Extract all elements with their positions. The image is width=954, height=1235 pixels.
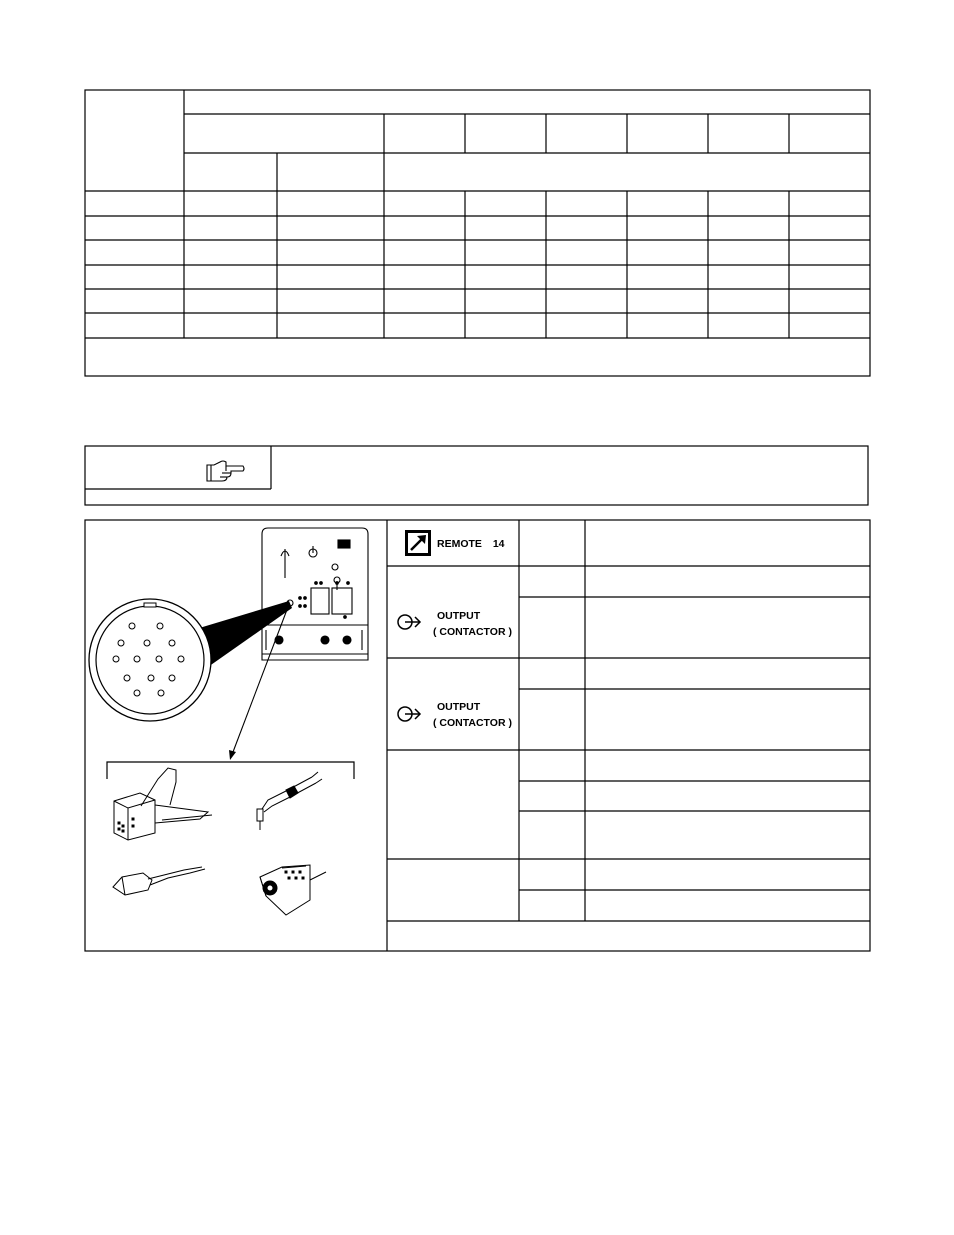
receptacle-table-grid [85, 520, 870, 951]
torch-switch-illustration [257, 772, 322, 830]
accessory-bracket [107, 762, 354, 779]
remote-control-box-illustration [114, 768, 212, 840]
output-circle-arrow-icon [398, 615, 420, 629]
foot-pedal-illustration [113, 867, 205, 895]
output-contactor-sub-label-2: ( CONTACTOR ) [433, 717, 512, 729]
remote-arrow-icon [405, 530, 431, 556]
specification-table-grid [85, 90, 870, 376]
output-contactor-sub-label-1: ( CONTACTOR ) [433, 626, 512, 638]
note-box [85, 446, 868, 505]
remote-label-text: REMOTE [437, 538, 482, 550]
output-contactor-label-2: OUTPUT [437, 701, 481, 713]
machine-front-panel-illustration [262, 528, 368, 660]
output-contactor-label-1: OUTPUT [437, 610, 481, 622]
pointing-hand-icon [207, 461, 244, 481]
remote-label [437, 538, 505, 550]
remote-label-number: 14 [492, 538, 505, 550]
output-circle-arrow-icon [398, 707, 420, 721]
wire-feeder-illustration [260, 865, 326, 915]
